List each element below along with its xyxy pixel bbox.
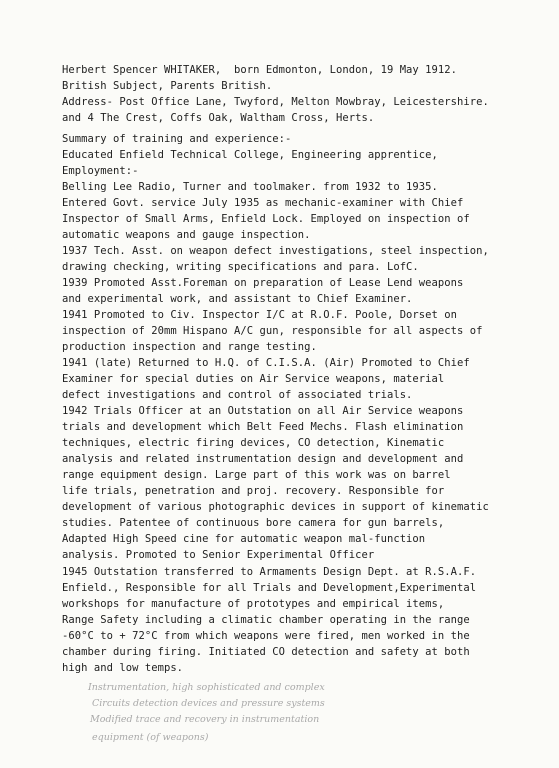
text-line: defect investigations and control of associated trials. [62, 389, 413, 401]
text-line: range equipment design. Large part of this work was on barrel [62, 469, 451, 481]
text-line: Adapted High Speed cine for automatic weapon mal-function [62, 533, 426, 545]
text-line: 1939 Promoted Asst.Foreman on preparation of Lease Lend weapons [62, 277, 464, 289]
text-line: and 4 The Crest, Coffs Oak, Waltham Cross, Herts. [62, 112, 375, 124]
text-line: 1941 Promoted to Civ. Inspector I/C at R.O.F. Poole, Dorset on [62, 309, 458, 321]
text-line: Belling Lee Radio, Turner and toolmaker. from 1932 to 1935. [62, 181, 438, 193]
text-line: high and low temps. [62, 662, 184, 674]
text-line: Inspector of Small Arms, Enfield Lock. Employed on inspection of [62, 213, 470, 225]
text-line: -60°C to + 72°C from which weapons were fired, men worked in the [62, 630, 470, 642]
text-line: inspection of 20mm Hispano A/C gun, responsible for all aspects of [62, 325, 483, 337]
text-line: analysis. Promoted to Senior Experimental Officer [62, 549, 375, 561]
text-line: Enfield., Responsible for all Trials and Development,Experimental [62, 582, 477, 594]
text-line: life trials, penetration and proj. recovery. Responsible for [62, 485, 445, 497]
text-line: studies. Patentee of continuous bore camera for gun barrels, [62, 517, 445, 529]
text-line: 1941 (late) Returned to H.Q. of C.I.S.A. (Air) Promoted to Chief [62, 357, 470, 369]
text-line: trials and development which Belt Feed Mechs. Flash elimination [62, 421, 464, 433]
text-line: analysis and related instrumentation design and development and [62, 453, 464, 465]
text-line: and experimental work, and assistant to Chief Examiner. [62, 293, 413, 305]
handwritten-note: Circuits detection devices and pressure systems [92, 698, 325, 709]
text-line: Herbert Spencer WHITAKER, born Edmonton, London, 19 May 1912. [62, 64, 458, 76]
text-line: chamber during firing. Initiated CO detection and safety at both [62, 646, 470, 658]
text-line: Address- Post Office Lane, Twyford, Melton Mowbray, Leicestershire. [62, 96, 489, 108]
text-line: Educated Enfield Technical College, Engineering apprentice, [62, 149, 438, 161]
handwritten-note: equipment (of weapons) [92, 732, 209, 743]
text-line: Range Safety including a climatic chamber operating in the range [62, 614, 470, 626]
handwritten-note: Modified trace and recovery in instrumentation [90, 714, 320, 725]
text-line: 1945 Outstation transferred to Armaments Design Dept. at R.S.A.F. [62, 566, 477, 578]
text-line: 1942 Trials Officer at an Outstation on all Air Service weapons [62, 405, 464, 417]
text-line: Summary of training and experience:- [62, 133, 292, 145]
text-line: Employment:- [62, 165, 139, 177]
text-line: automatic weapons and gauge inspection. [62, 229, 311, 241]
text-line: drawing checking, writing specifications and para. LofC. [62, 261, 419, 273]
text-line: Examiner for special duties on Air Service weapons, material [62, 373, 445, 385]
text-line: production inspection and range testing. [62, 341, 317, 353]
text-line: development of various photographic devices in support of kinematic [62, 501, 489, 513]
text-line: 1937 Tech. Asst. on weapon defect investigations, steel inspection, [62, 245, 489, 257]
text-line: workshops for manufacture of prototypes and empirical items, [62, 598, 445, 610]
text-line: techniques, electric firing devices, CO detection, Kinematic [62, 437, 445, 449]
text-line: Entered Govt. service July 1935 as mechanic-examiner with Chief [62, 197, 464, 209]
text-line: British Subject, Parents British. [62, 80, 273, 92]
handwritten-note: Instrumentation, high sophisticated and complex [88, 682, 325, 693]
